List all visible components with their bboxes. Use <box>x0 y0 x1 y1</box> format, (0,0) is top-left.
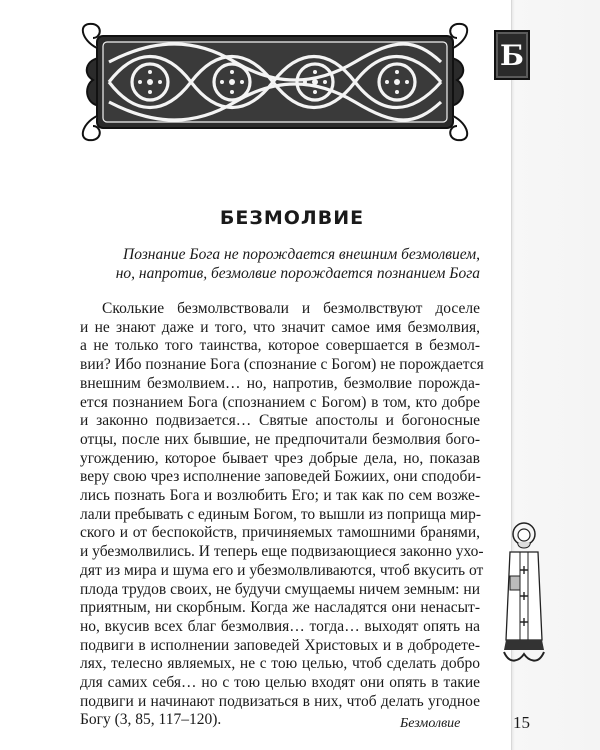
body-line: отцы, после них бывшие, не предпочитали безмолвия бого- <box>80 430 480 448</box>
body-line: приятным, ни скорбным. Когда же насладятся они ненасыт- <box>80 599 480 617</box>
body-line: внешним безмолвием… но, напротив, безмолвие порожда- <box>80 374 480 392</box>
body-line: для самих себя… но с тою целью входят они опять в такие <box>80 674 480 692</box>
body-line: но, вкусив всех благ безмолвия… тогда… выходят опять на <box>80 617 480 635</box>
body-line: подвиги и начинают подвизаться в них, чтоб делать угодное <box>80 692 480 710</box>
body-line: ского и от беспокойств, причиняемых тамошними бранями, <box>80 524 480 542</box>
epigraph-line: Познание Бога не порождается внешним безмолвием, <box>123 246 480 263</box>
body-line: и законно подвизается… Святые апостолы и богоносные <box>80 412 480 430</box>
alphabet-tab-letter: Б <box>494 30 530 80</box>
running-head: Безмолвие <box>400 716 461 731</box>
epigraph-line: но, напротив, безмолвие порождается познанием Бога <box>115 265 480 282</box>
body-line: Богу (3, 85, 117–120). <box>80 711 222 729</box>
body-line: лали пребывать с единым Богом, то вышли из поприща мир- <box>80 505 481 523</box>
body-line: и не знают даже и того, что значит самое имя безмолвия, <box>80 318 480 336</box>
body-line: вии? Ибо познание Бога (спознание с Богом) не порождается <box>80 356 484 374</box>
chapter-title: БЕЗМОЛВИЕ <box>219 207 365 229</box>
body-paragraph <box>80 300 484 730</box>
body-line: дят из мира и шума его и убезмолвливаются, чтоб вкусить от <box>80 561 484 579</box>
body-line: лись познать Бога и возлюбить Его; и так как по сем возже- <box>80 487 480 505</box>
body-line: угождению, которое бывает чрез добрые дела, но, показав <box>80 449 480 467</box>
body-line: плода трудов своих, не будучи смущаемы ничем земным: ни <box>80 580 480 598</box>
interlace-ornament-header <box>75 18 475 146</box>
body-line: Сколькие безмолвствовали и безмолвствуют доселе <box>102 300 480 317</box>
body-line: ется познанием Бога (спознанием с Богом) в том, кто добре <box>80 393 480 411</box>
body-line: и убезмолвились. И теперь еще подвизающиеся законно ухо- <box>80 543 484 561</box>
body-line: подвиги в исполнении заповедей Христовых и в добродете- <box>80 636 480 654</box>
body-line: лях, телесно являемых, не с тою целью, чтоб сделать добро <box>80 655 480 673</box>
saint-figure-illustration <box>500 520 548 670</box>
epigraph <box>80 245 480 283</box>
body-line: веру свою чрез исполнение заповедей Божиих, они сподоби- <box>80 468 481 486</box>
body-line: а не только того таинства, которое совершается в безмол- <box>80 337 480 355</box>
page-number: 15 <box>513 713 530 732</box>
